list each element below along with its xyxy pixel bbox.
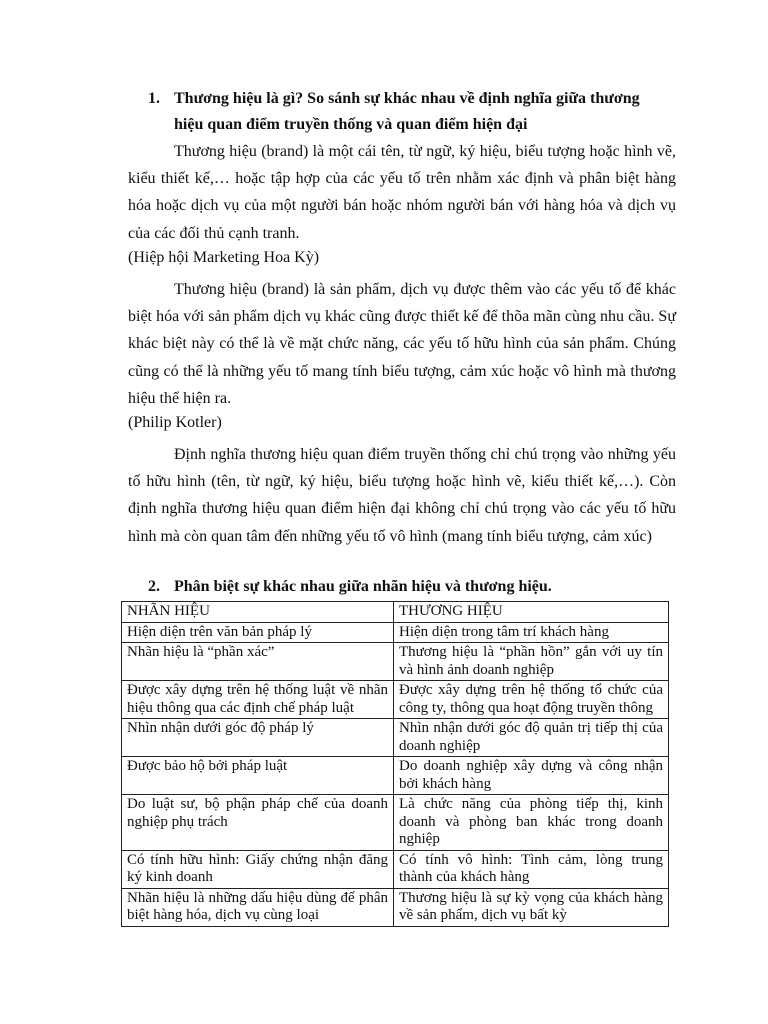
paragraph-brand-definition-ama: Thương hiệu (brand) là một cái tên, từ ngữ, ký hiệu, biểu tượng hoặc hình vẽ, kiểu thiết kế,… hoặc tập hợp của các yếu tố trên nhằm xác định và phân biệt hàng hóa hoặc dịch vụ của một người bán hoặc nhóm người bán với hàng hóa và dịch vụ của các đối thủ cạnh tranh. [128,143,676,242]
paragraph-comparison: Định nghĩa thương hiệu quan điểm truyền thống chỉ chú trọng vào những yếu tố hữu hình (tên, từ ngữ, ký hiệu, biểu tượng hoặc hình vẽ, kiểu thiết kế,…). Còn định nghĩa thương hiệu quan điểm hiện đại không chỉ chú trọng vào các yếu tố hữu hình mà còn quan tâm đến những yếu tố vô hình (mang tính biểu tượng, cảm xúc) [128,446,676,545]
section-1-heading [148,86,680,138]
table-cell: Được xây dựng trên hệ thống tổ chức của công ty, thông qua hoạt động truyền thông [394,681,669,719]
table-header-row [122,602,669,623]
table-row [122,850,669,888]
table-row [122,622,669,643]
section-2-number: 2. [148,578,160,595]
table-header-thuong-hieu: THƯƠNG HIỆU [394,602,669,623]
table-cell: Là chức năng của phòng tiếp thị, kinh doanh và phòng ban khác trong doanh nghiệp [394,795,669,851]
section-1-heading-line-2: hiệu quan điểm truyền thống và quan điểm hiện đại [174,116,528,133]
paragraph-brand-definition-kotler: Thương hiệu (brand) là sản phẩm, dịch vụ được thêm vào các yếu tố để khác biệt hóa với sản phẩm dịch vụ khác cũng được thiết kế để thõa mãn cùng nhu cầu. Sự khác biệt này có thể là về mặt chức năng, các yếu tố hữu hình của sản phẩm. Chúng cũng có thể là những yếu tố mang tính biểu tượng, cảm xúc hoặc vô hình mà thương hiệu thể hiện ra. [128,281,676,407]
table-cell: Nhãn hiệu là những dấu hiệu dùng để phân biệt hàng hóa, dịch vụ cùng loại [122,888,394,926]
table-row [122,681,669,719]
table-cell: Được bảo hộ bởi pháp luật [122,757,394,795]
table-cell: Nhìn nhận dưới góc độ quản trị tiếp thị của doanh nghiệp [394,719,669,757]
table-cell: Hiện diện trên văn bản pháp lý [122,622,394,643]
table-header-nhan-hieu: NHÃN HIỆU [122,602,394,623]
table-cell: Nhãn hiệu là “phần xác” [122,643,394,681]
table-cell: Có tính vô hình: Tình cảm, lòng trung thành của khách hàng [394,850,669,888]
table-row [122,888,669,926]
table-row [122,757,669,795]
section-2-heading [148,574,680,600]
table-cell: Thương hiệu là sự kỳ vọng của khách hàng về sản phẩm, dịch vụ bất kỳ [394,888,669,926]
table-cell: Hiện diện trong tâm trí khách hàng [394,622,669,643]
table-cell: Được xây dựng trên hệ thống luật về nhãn hiệu thông qua các định chế pháp luật [122,681,394,719]
table-cell: Do luật sư, bộ phận pháp chế của doanh nghiệp phụ trách [122,795,394,851]
table-row [122,719,669,757]
citation-kotler: (Philip Kotler) [128,414,222,431]
table-cell: Có tính hữu hình: Giấy chứng nhận đăng ký kinh doanh [122,850,394,888]
table-row [122,643,669,681]
section-1-number: 1. [148,90,160,107]
comparison-table [121,601,669,927]
citation-ama: (Hiệp hội Marketing Hoa Kỳ) [128,249,320,266]
table-cell: Thương hiệu là “phần hồn” gắn với uy tín và hình ảnh doanh nghiệp [394,643,669,681]
section-2-heading-text: Phân biệt sự khác nhau giữa nhãn hiệu và thương hiệu. [174,578,552,595]
section-1-heading-line-1: Thương hiệu là gì? So sánh sự khác nhau về định nghĩa giữa thương [174,90,640,107]
table-row [122,795,669,851]
table-cell: Do doanh nghiệp xây dựng và công nhận bởi khách hàng [394,757,669,795]
table-cell: Nhìn nhận dưới góc độ pháp lý [122,719,394,757]
